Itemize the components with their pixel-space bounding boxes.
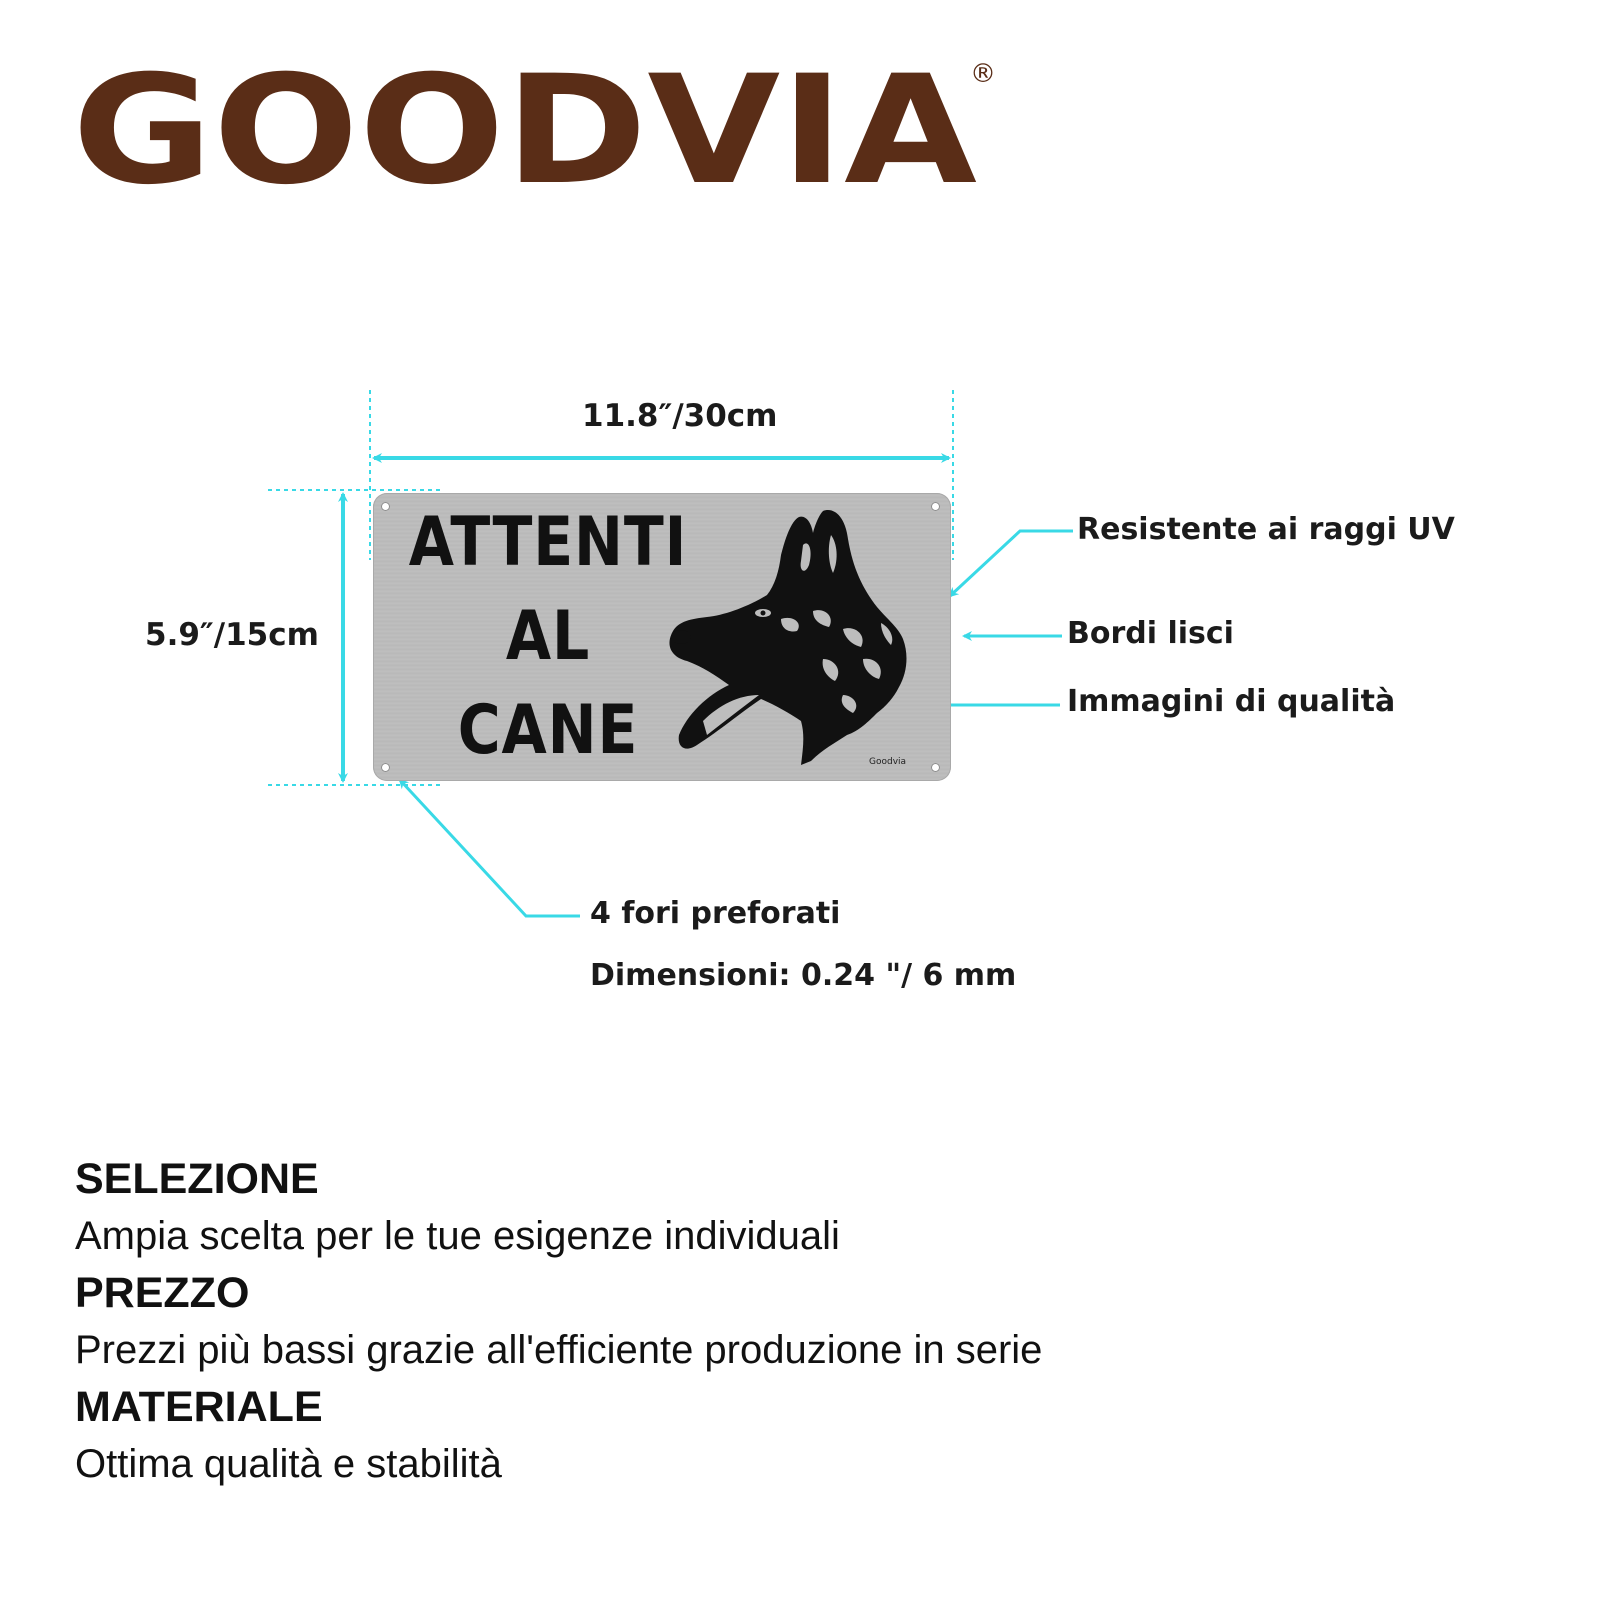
feature-heading-selection: SELEZIONE xyxy=(75,1155,319,1203)
callout-uv-resistant: Resistente ai raggi UV xyxy=(1077,512,1455,547)
holes-callout-line xyxy=(400,780,580,916)
registered-mark: ® xyxy=(970,59,996,89)
sign-line-3: CANE xyxy=(457,691,639,770)
feature-heading-price: PREZZO xyxy=(75,1269,250,1317)
german-shepherd-icon xyxy=(663,499,933,769)
sign-line-1: ATTENTI xyxy=(408,503,688,582)
sign-maker-mark: Goodvia xyxy=(869,757,907,767)
feature-text-selection: Ampia scelta per le tue esigenze individuali xyxy=(75,1214,840,1258)
brand-name: GOODVIA xyxy=(72,44,977,210)
height-label: 5.9″/15cm xyxy=(145,617,319,653)
callout-quality-images: Immagini di qualità xyxy=(1067,684,1396,719)
callout-smooth-edges: Bordi lisci xyxy=(1067,616,1234,651)
mounting-hole-bottom-left xyxy=(381,763,390,772)
mounting-hole-top-left xyxy=(381,502,390,511)
feature-list xyxy=(75,1150,1525,1492)
sign-line-2: AL xyxy=(505,597,591,676)
callout-hole-size: Dimensioni: 0.24 "/ 6 mm xyxy=(590,958,1017,993)
uv-callout-line xyxy=(950,531,1073,596)
feature-text-material: Ottima qualità e stabilità xyxy=(75,1442,502,1486)
dog-warning-sign xyxy=(373,493,951,781)
width-label: 11.8″/30cm xyxy=(582,398,778,434)
feature-heading-material: MATERIALE xyxy=(75,1383,323,1431)
feature-text-price: Prezzi più bassi grazie all'efficiente produzione in serie xyxy=(75,1328,1043,1372)
callout-pre-drilled-holes: 4 fori preforati xyxy=(590,896,841,931)
